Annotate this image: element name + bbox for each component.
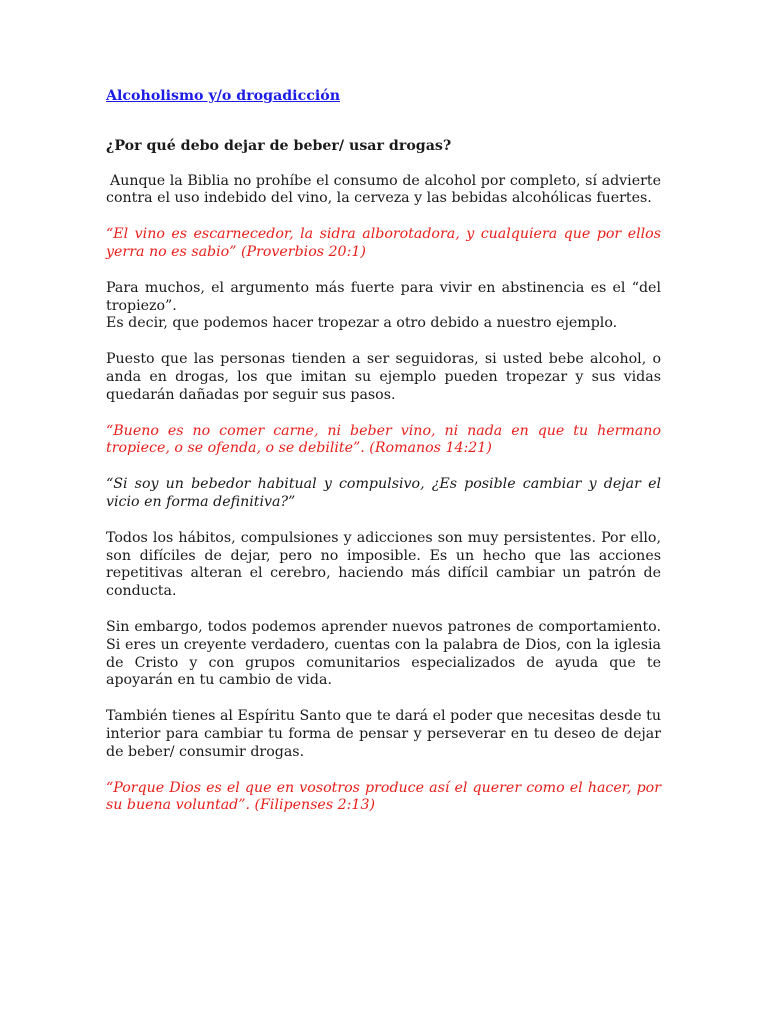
quote-romanos: “Bueno es no comer carne, ni beber vino, ni nada en que tu hermano tropiece, o se ofenda, o se debilite”. (Romanos 14:21): [106, 422, 661, 457]
quote-filipenses: “Porque Dios es el que en vosotros produce así el querer como el hacer, por su buena voluntad”. (Filipenses 2:13): [106, 779, 661, 814]
question-heading: ¿Por qué debo dejar de beber/ usar drogas?: [106, 137, 452, 154]
question-bebedor: “Si soy un bebedor habitual y compulsivo, ¿Es posible cambiar y dejar el vicio en forma definitiva?”: [106, 476, 661, 510]
paragraph-intro: Aunque la Biblia no prohíbe el consumo de alcohol por completo, sí advierte contra el uso indebido del vino, la cerveza y las bebidas alcohólicas fuertes.: [106, 172, 661, 207]
paragraph-ejemplo: Es decir, que podemos hacer tropezar a otro debido a nuestro ejemplo.: [106, 315, 618, 332]
paragraph-habitos: Todos los hábitos, compulsiones y adicciones son muy persistentes. Por ello, son difíciles de dejar, pero no imposible. Es un hecho que las acciones repetitivas alteran el cerebro, haciendo más difícil cambiar un patrón de conducta.: [106, 529, 661, 600]
paragraph-espiritu: También tienes al Espíritu Santo que te dará el poder que necesitas desde tu interior para cambiar tu forma de pensar y perseverar en tu deseo de dejar de beber/ consumir drogas.: [106, 708, 661, 760]
paragraph-patrones: Sin embargo, todos podemos aprender nuevos patrones de comportamiento. Si eres un creyente verdadero, cuentas con la palabra de Dios, con la iglesia de Cristo y con grupos comunitarios especializados de ayuda que te apoyarán en tu cambio de vida.: [106, 618, 661, 689]
paragraph-tropiezo: Para muchos, el argumento más fuerte para vivir en abstinencia es el “del tropiezo”.: [106, 279, 661, 314]
quote-proverbios: “El vino es escarnecedor, la sidra alborotadora, y cualquiera que por ellos yerra no es sabio” (Proverbios 20:1): [106, 226, 661, 260]
paragraph-seguidoras: Puesto que las personas tienden a ser seguidoras, si usted bebe alcohol, o anda en drogas, los que imitan su ejemplo pueden tropezar y sus vidas quedarán dañadas por seguir sus pasos.: [106, 351, 661, 403]
document-title-link[interactable]: Alcoholismo y/o drogadicción: [106, 88, 341, 104]
